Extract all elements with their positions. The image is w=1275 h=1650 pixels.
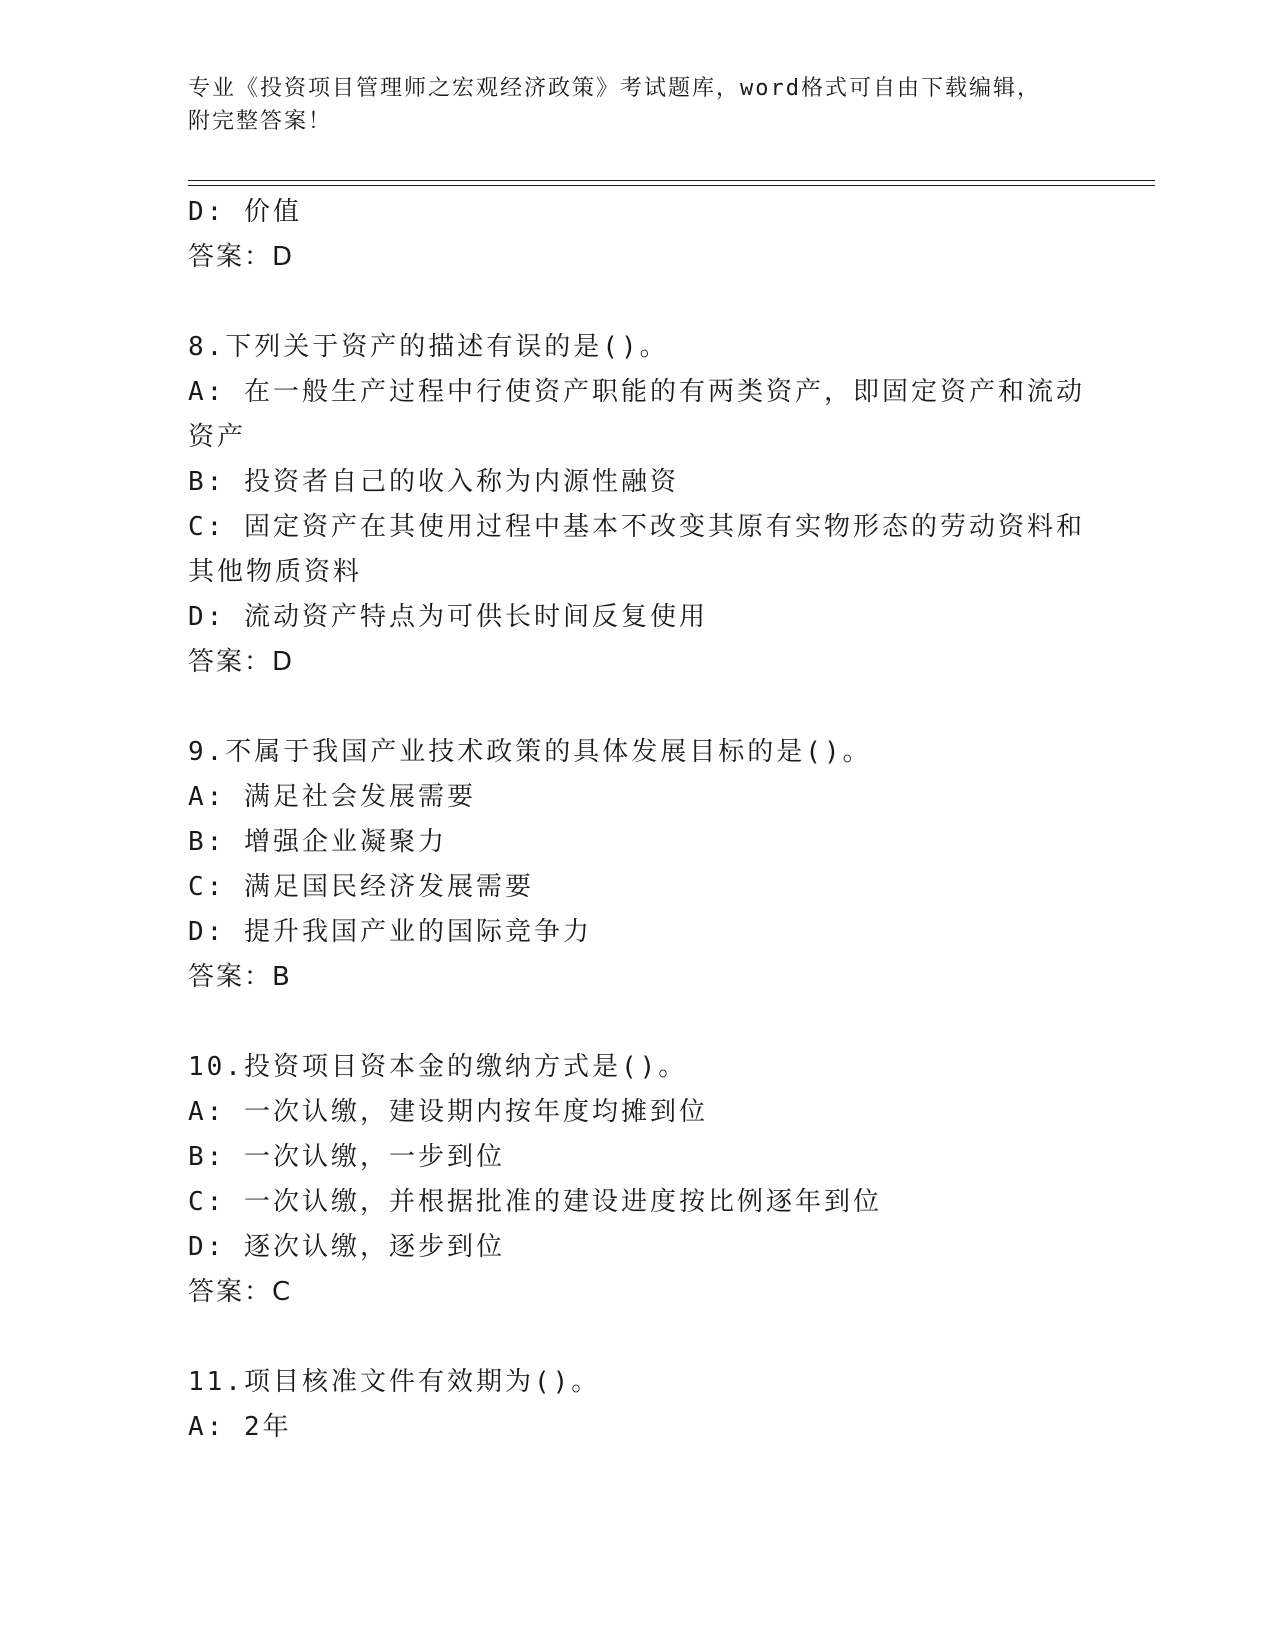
header-line-1: 专业《投资项目管理师之宏观经济政策》考试题库，word格式可自由下载编辑， bbox=[188, 76, 1041, 101]
option-c-continued: 其他物质资料 bbox=[188, 557, 363, 587]
option-a: A: 在一般生产过程中行使资产职能的有两类资产，即固定资产和流动 bbox=[188, 377, 1085, 407]
question-10 bbox=[188, 1045, 1088, 1315]
question-7-tail bbox=[188, 190, 1088, 280]
question-9 bbox=[188, 730, 1088, 1000]
question-11 bbox=[188, 1360, 1088, 1450]
option-a: A: 2年 bbox=[188, 1412, 292, 1442]
option-d: D: 流动资产特点为可供长时间反复使用 bbox=[188, 602, 708, 632]
option-b: B: 投资者自己的收入称为内源性融资 bbox=[188, 467, 679, 497]
option-c: C: 满足国民经济发展需要 bbox=[188, 872, 534, 902]
option-a: A: 一次认缴，建设期内按年度均摊到位 bbox=[188, 1097, 708, 1127]
option-d: D: 价值 bbox=[188, 197, 302, 227]
answer-line: 答案：D bbox=[188, 647, 295, 677]
question-stem: 8.下列关于资产的描述有误的是()。 bbox=[188, 332, 669, 362]
option-a-continued: 资产 bbox=[188, 422, 247, 452]
option-b: B: 一次认缴，一步到位 bbox=[188, 1142, 505, 1172]
option-b: B: 增强企业凝聚力 bbox=[188, 827, 447, 857]
answer-line: 答案：C bbox=[188, 1277, 293, 1307]
option-c: C: 一次认缴，并根据批准的建设进度按比例逐年到位 bbox=[188, 1187, 882, 1217]
header-divider-bottom bbox=[188, 185, 1155, 186]
option-d: D: 逐次认缴，逐步到位 bbox=[188, 1232, 505, 1262]
question-8 bbox=[188, 325, 1088, 685]
answer-line: 答案：D bbox=[188, 242, 295, 272]
option-d: D: 提升我国产业的国际竞争力 bbox=[188, 917, 592, 947]
answer-line: 答案：B bbox=[188, 962, 292, 992]
document-header bbox=[188, 72, 1088, 138]
header-line-2: 附完整答案！ bbox=[188, 109, 333, 134]
option-a: A: 满足社会发展需要 bbox=[188, 782, 476, 812]
question-stem: 9.不属于我国产业技术政策的具体发展目标的是()。 bbox=[188, 737, 872, 767]
option-c: C: 固定资产在其使用过程中基本不改变其原有实物形态的劳动资料和 bbox=[188, 512, 1085, 542]
question-stem: 10.投资项目资本金的缴纳方式是()。 bbox=[188, 1052, 688, 1082]
document-body bbox=[188, 190, 1088, 1450]
header-divider-top bbox=[188, 180, 1155, 181]
question-stem: 11.项目核准文件有效期为()。 bbox=[188, 1367, 601, 1397]
